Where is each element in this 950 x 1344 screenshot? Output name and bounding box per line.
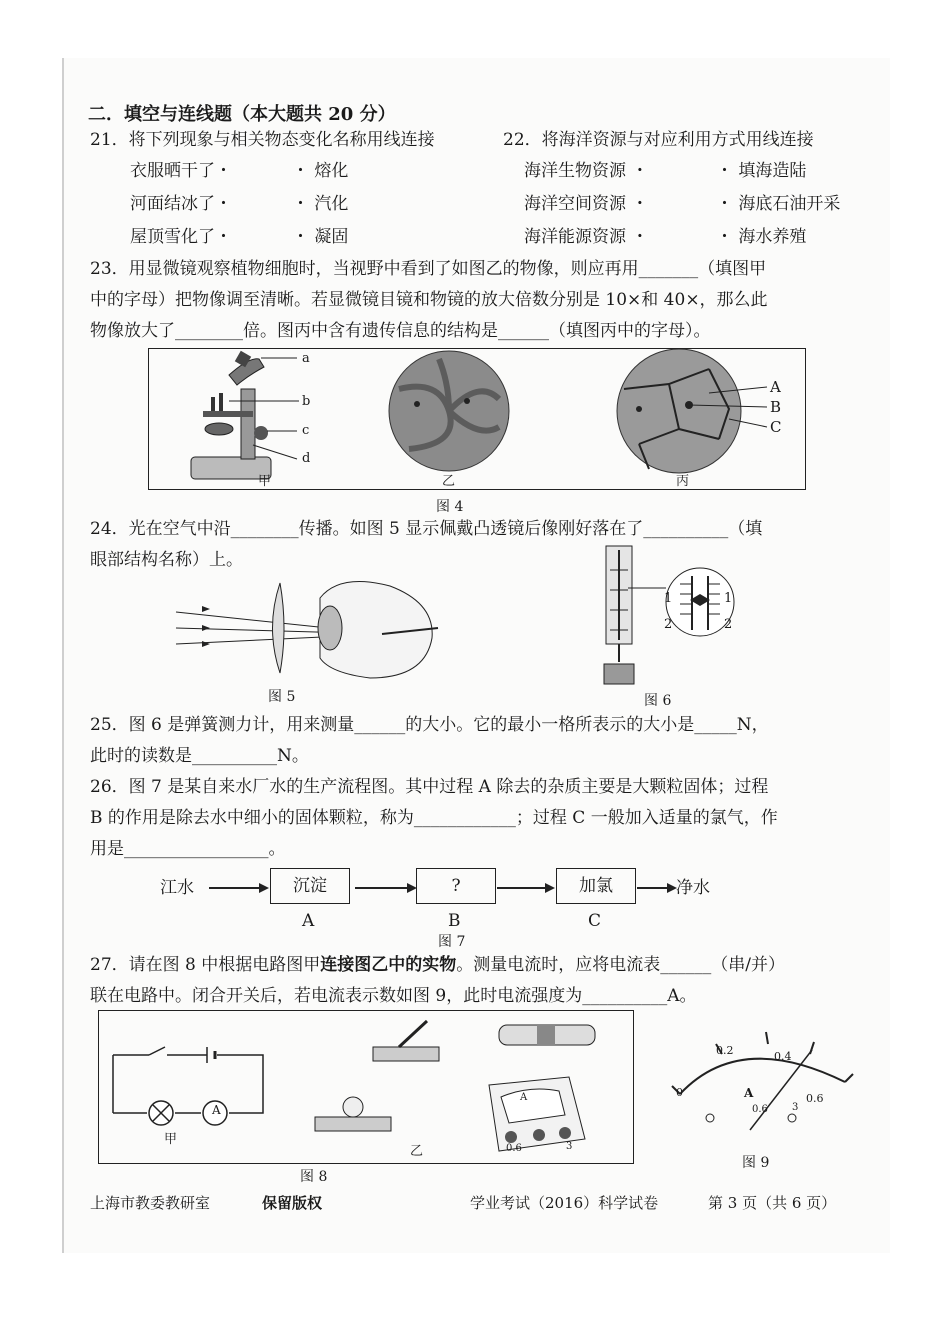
fig9-caption: 图 9: [742, 1155, 770, 1171]
q21-text: 21．将下列现象与相关物态变化名称用线连接: [90, 130, 435, 150]
fig9-letter-A: A: [744, 1086, 754, 1100]
q26-line-1: 26．图 7 是某自来水厂水的生产流程图。其中过程 A 除去的杂质主要是大颗粒固体；过程: [90, 777, 769, 797]
fig4-cell-label-A: A: [770, 378, 781, 396]
q27-line-2: 联在电路中。闭合开关后，若电流表示数如图 9，此时电流强度为__________A。: [90, 986, 697, 1006]
q21-left-3: 屋顶雪化了・: [130, 227, 232, 247]
fig8-ammeter-label: A: [520, 1092, 528, 1103]
fig6-scale-right-2: 2: [724, 617, 733, 632]
q22-left-2: 海洋空间资源 ・: [524, 194, 649, 214]
figure-4-drawing: [149, 349, 805, 489]
fig5-caption: 图 5: [268, 689, 296, 705]
flow-box-unknown: ?: [416, 868, 496, 904]
q27-line-1-bold: 连接图乙中的实物: [320, 955, 457, 975]
fig4-label-c: c: [302, 423, 310, 438]
q22-left-1: 海洋生物资源 ・: [524, 161, 649, 181]
fig9-scale-0-4: 0.4: [774, 1050, 792, 1063]
microscope-icon: [191, 351, 271, 479]
circuit-diagram: [113, 1047, 263, 1125]
fig8-ammeter-symbol: A: [212, 1103, 221, 1117]
fig8-meter-scale-1: 0.6: [506, 1143, 522, 1154]
footer-exam: 学业考试（2016）科学试卷: [470, 1194, 659, 1212]
fig4-label-bing: 丙: [676, 474, 690, 489]
fig9-scale-0: 0: [676, 1086, 683, 1099]
fig4-cell-label-B: B: [770, 398, 782, 416]
cell-view-bing: [617, 349, 741, 473]
fig4-label-a: a: [302, 351, 310, 366]
fig4-label-b: b: [302, 394, 311, 409]
q21-right-3: ・ 凝固: [292, 227, 349, 247]
q22-right-1: ・ 填海造陆: [716, 161, 807, 181]
fig7-letter-A: A: [302, 911, 315, 931]
q21-left-1: 衣服晒干了・: [130, 161, 232, 181]
footer-org: 上海市教委教研室: [90, 1194, 211, 1212]
q25-line-1: 25．图 6 是弹簧测力计，用来测量______的大小。它的最小一格所表示的大小是_____N，: [90, 715, 769, 735]
fig4-label-jia: 甲: [258, 474, 272, 489]
q23-line-2: 中的字母）把物像调至清晰。若显微镜目镜和物镜的放大倍数分别是 10×和 40×，那么此: [90, 290, 768, 310]
fig4-caption: 图 4: [436, 499, 464, 515]
figure-8: [98, 1010, 634, 1164]
fig4-label-d: d: [302, 451, 311, 466]
figure-4: [148, 348, 806, 490]
q27-line-1: [90, 954, 785, 976]
switch-icon: [373, 1047, 439, 1061]
fig4-cell-label-C: C: [770, 418, 782, 436]
q27-line-1-c: 。测量电流时，应将电流表______（串/并）: [456, 955, 785, 975]
footer-page: 第 3 页（共 6 页）: [708, 1194, 837, 1212]
fig7-letter-C: C: [588, 911, 602, 931]
fig6-scale-left-1: 1: [664, 591, 673, 606]
fig8-caption: 图 8: [300, 1169, 328, 1185]
q21-left-2: 河面结冰了・: [130, 194, 232, 214]
fig7-start: 江水: [160, 878, 194, 898]
figure-5-drawing: [170, 578, 440, 683]
fig6-scale-right-1: 1: [724, 591, 733, 606]
convex-lens-icon: [273, 583, 285, 673]
meter-scale-arc: [680, 1059, 845, 1094]
fig8-label-yi: 乙: [410, 1144, 424, 1159]
fig9-terminal-2: 3: [792, 1102, 799, 1113]
flow-box-chlorine: 加氯: [556, 868, 636, 904]
q26-line-3: 用是_________________。: [90, 839, 286, 859]
footer-rights: 保留版权: [262, 1194, 323, 1212]
q22-right-3: ・ 海水养殖: [716, 227, 807, 247]
fig7-end: 净水: [676, 878, 710, 898]
fig4-label-yi: 乙: [442, 474, 456, 489]
section-title: 二．填空与连线题（本大题共 20 分）: [88, 104, 396, 125]
q22-right-2: ・ 海底石油开采: [716, 194, 841, 214]
fig9-scale-0-2: 0.2: [716, 1044, 734, 1057]
figure-8-drawing: [99, 1011, 633, 1163]
fig6-scale-left-2: 2: [664, 617, 673, 632]
fig6-caption: 图 6: [644, 693, 672, 709]
q22-left-3: 海洋能源资源 ・: [524, 227, 649, 247]
figure-6: [596, 540, 742, 690]
q26-line-2: B 的作用是除去水中细小的固体颗粒，称为____________；过程 C 一般加入适量的氯气，作: [90, 808, 778, 828]
bulb-icon: [315, 1117, 391, 1131]
q27-line-1-a: 27．请在图 8 中根据电路图甲: [90, 955, 321, 975]
fig9-scale-0-6: 0.6: [806, 1092, 824, 1105]
fig8-meter-scale-2: 3: [566, 1141, 573, 1152]
q23-line-1: 23．用显微镜观察植物细胞时，当视野中看到了如图乙的物像，则应再用_______（填图甲: [90, 259, 767, 279]
figure-5: [170, 578, 440, 683]
figure-6-drawing: [596, 540, 742, 690]
q23-line-3: 物像放大了________倍。图丙中含有遗传信息的结构是______（填图丙中的字母）。: [90, 321, 711, 341]
fig9-terminal-1: 0.6: [752, 1104, 768, 1115]
q22-text: 22．将海洋资源与对应利用方式用线连接: [503, 130, 814, 150]
fig7-letter-B: B: [448, 911, 461, 931]
q21-right-2: ・ 汽化: [292, 194, 349, 214]
flow-box-sediment: 沉淀: [270, 868, 350, 904]
q24-line-1: 24．光在空气中沿________传播。如图 5 显示佩戴凸透镜后像刚好落在了__________（填: [90, 519, 763, 539]
fig8-label-jia: 甲: [164, 1132, 178, 1147]
q21-right-1: ・ 熔化: [292, 161, 349, 181]
q25-line-2: 此时的读数是__________N。: [90, 746, 309, 766]
fig7-caption: 图 7: [438, 934, 466, 950]
q24-line-2: 眼部结构名称）上。: [90, 550, 243, 570]
